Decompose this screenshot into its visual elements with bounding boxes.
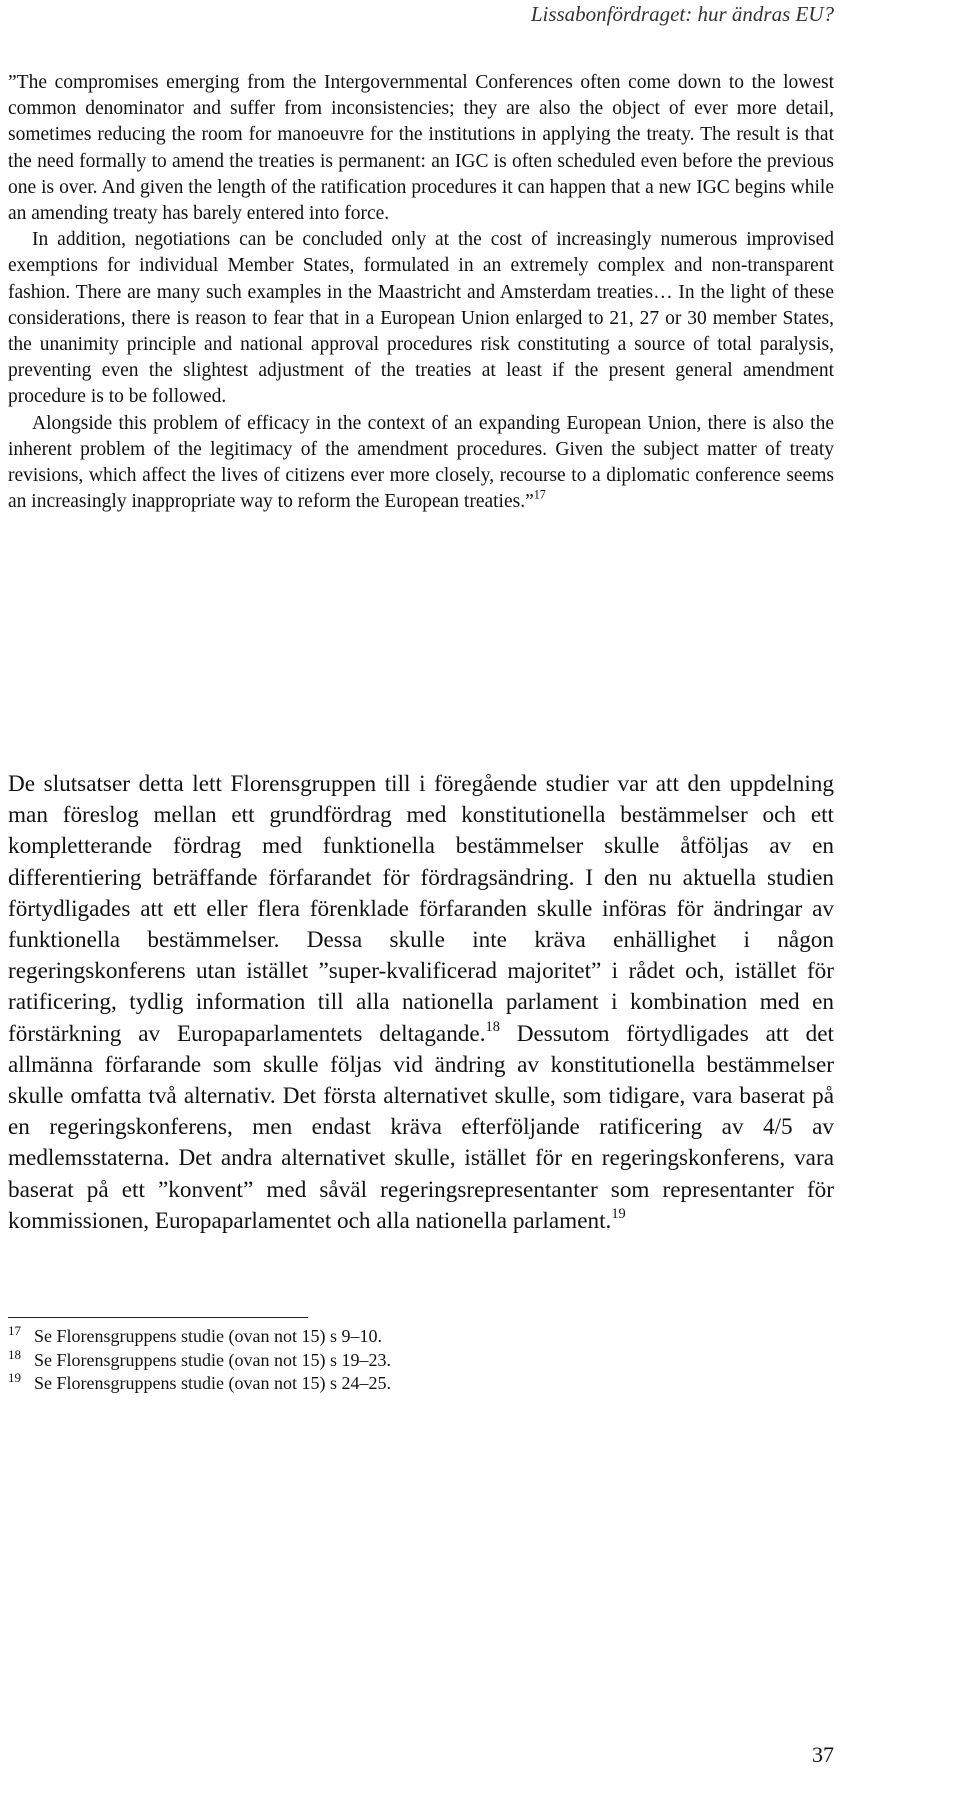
footnote-17 [8,1325,834,1349]
body-paragraph [8,769,834,1237]
page-number: 37 [812,1742,834,1767]
footnote-ref-17[interactable]: 17 [533,487,546,502]
quote-paragraph-3-text: Alongside this problem of efficacy in the context of an expanding European Union, there is also the inherent problem of the legitimacy of the amendment procedures. Given the subject matter of treaty revisions, which affect the lives of citizens ever more closely, recourse to a diplomatic conference seems an increasingly inappropriate way to reform the European treaties.” [8,412,834,513]
quote-paragraph-1: ”The compromises emerging from the Intergovernmental Conferences often come down to the lowest common denominator and suffer from inconsistencies; they are also the object of ever more detail, sometimes reducing the room for manoeuvre for the institutions in applying the treaty. The result is that the need formally to amend the treaties is permanent: an IGC is often scheduled even before the previous one is over. And given the length of the ratification procedures it can happen that a new IGC begins while an amending treaty has barely entered into force. [8,72,834,225]
block-quote [8,70,834,515]
document-page [8,0,834,1794]
running-header: Lissabonfördraget: hur ändras EU? [530,2,834,26]
footnote-number: 17 [8,1323,21,1338]
quote-paragraph-2: In addition, negotiations can be concluded only at the cost of increasingly numerous improvised exemptions for individual Member States, formulated in an extremely complex and non-transparent fashion. There are many such examples in the Maastricht and Amsterdam treaties… In the light of these considerations, there is reason to fear that in a European Union enlarged to 21, 27 or 30 member States, the unanimity principle and national approval procedures risk constituting a source of total paralysis, preventing even the slightest adjustment of the treaties at least if the present general amendment procedure is to be followed. [8,229,834,408]
footnote-text: Se Florensgruppens studie (ovan not 15) s 24–25. [34,1373,391,1393]
footnote-number: 19 [8,1370,21,1385]
quote-paragraph-3 [8,411,834,516]
footnote-18 [8,1346,834,1373]
footnote-text: Se Florensgruppens studie (ovan not 15) s 9–10. [34,1326,382,1346]
footnote-number: 18 [8,1346,21,1362]
footnote-ref-19[interactable]: 19 [611,1205,626,1222]
body-paragraph-part-2: Dessutom förtydligades att det allmänna förfarande som skulle följas vid ändring av konstitutionella bestämmelser skulle omfatta två alternativ. Det första alternativet skulle, som tidigare, vara baserat på en regeringskonferens, men endast kräva efterföljande ratificering av 4/5 av medlemsstaterna. Det andra alternativet skulle, istället för en regeringskonferens, vara baserat på ett ”konvent” med såväl regeringsrepresentanter som representanter för kommissionen, Europaparlamentet och alla nationella parlament. [8,1020,834,1234]
footnote-19 [8,1372,834,1396]
body-paragraph-part-1: De slutsatser detta lett Florensgruppen till i föregående studier var att den uppdelning man föreslog mellan ett grundfördrag med konstitutionella bestämmelser och ett kompletterande fördrag med funktionella bestämmelser skulle åtföljas av en differentiering beträffande förfarandet för fördragsändring. I den nu aktuella studien förtydligades att ett eller flera förenklade förfaranden skulle införas för ändringar av funktionella bestämmelser. Dessa skulle inte kräva enhällighet i någon regeringskonferens utan istället ”super-kvalificerad majoritet” i rådet och, istället för ratificering, tydlig information till alla nationella parlament i kombination med en förstärkning av Europaparlamentets deltagande. [8,771,834,1047]
footnote-ref-18[interactable]: 18 [485,1018,500,1035]
footnote-text: Se Florensgruppens studie (ovan not 15) s 19–23. [34,1349,391,1370]
footnote-separator [8,1317,308,1318]
footnotes [8,1325,834,1396]
